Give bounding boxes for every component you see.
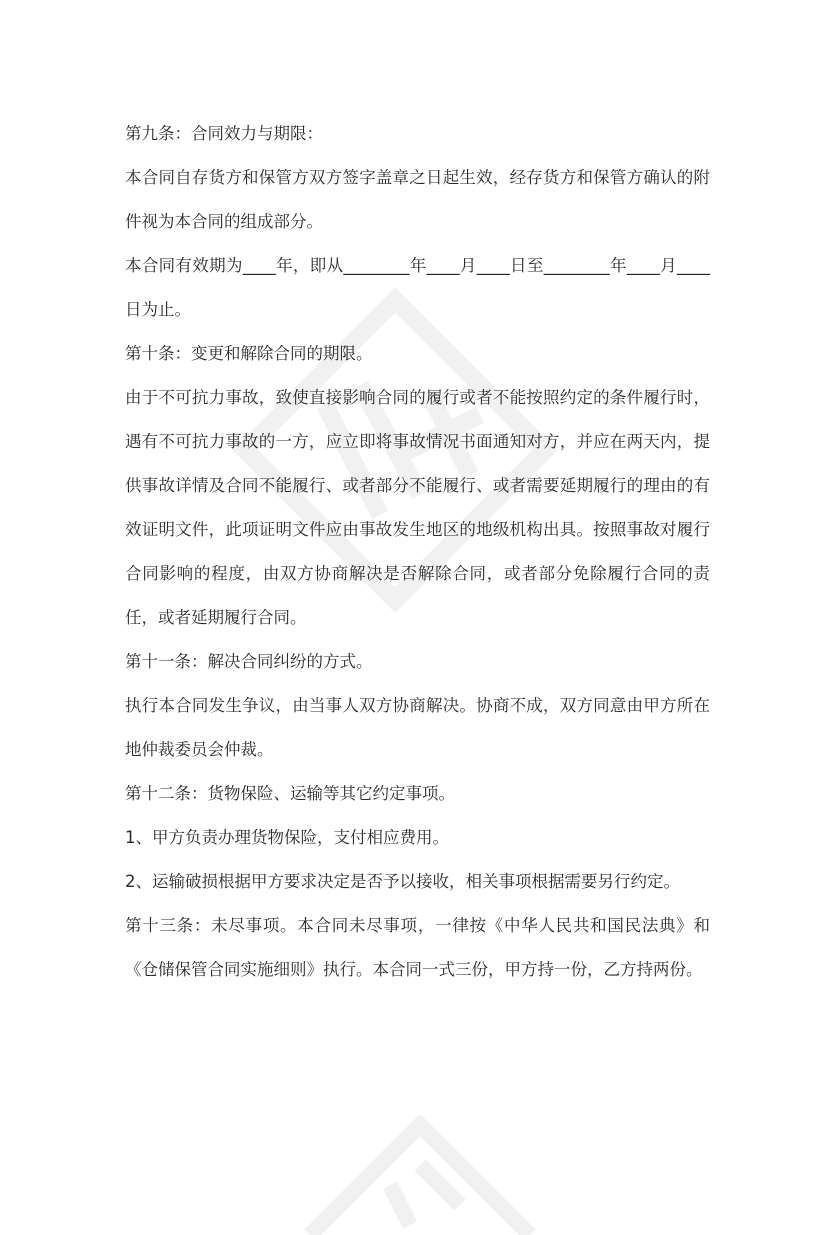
article-9-heading: 第九条：合同效力与期限：: [125, 124, 323, 143]
article-12-item-1: 1、甲方负责办理货物保险，支付相应费用。: [125, 828, 449, 847]
article-11-heading: 第十一条：解决合同纠纷的方式。: [125, 652, 373, 671]
article-9-term-paragraph: 本合同有效期为____年，即从________年____月____日至________年____月____日为止。: [125, 256, 710, 319]
article-11-dispute-paragraph: 执行本合同发生争议，由当事人双方协商解决。协商不成，双方同意由甲方所在地仲裁委员会仲裁。: [125, 696, 710, 759]
article-9-effect-paragraph: 本合同自存货方和保管方双方签字盖章之日起生效，经存货方和保管方确认的附件视为本合同的组成部分。: [125, 168, 710, 231]
document-body: [125, 112, 710, 992]
article-10-force-majeure-paragraph: 由于不可抗力事故，致使直接影响合同的履行或者不能按照约定的条件履行时，遇有不可抗力事故的一方，应立即将事故情况书面通知对方，并应在两天内，提供事故详情及合同不能履行、或者部分不能履行、或者需要延期履行的理由的有效证明文件，此项证明文件应由事故发生地区的地级机构出具。按照事故对履行合同影响的程度，由双方协商解决是否解除合同，或者部分免除履行合同的责任，或者延期履行合同。: [125, 388, 710, 627]
article-12-heading: 第十二条：货物保险、运输等其它约定事项。: [125, 784, 455, 803]
article-10-heading: 第十条：变更和解除合同的期限。: [125, 344, 373, 363]
article-13-paragraph: 第十三条：未尽事项。本合同未尽事项，一律按《中华人民共和国民法典》和《仓储保管合同实施细则》执行。本合同一式三份，甲方持一份，乙方持两份。: [125, 916, 710, 979]
watermark-logo-icon-bottom: [270, 1115, 570, 1235]
article-12-item-2: 2、运输破损根据甲方要求决定是否予以接收，相关事项根据需要另行约定。: [125, 872, 680, 891]
